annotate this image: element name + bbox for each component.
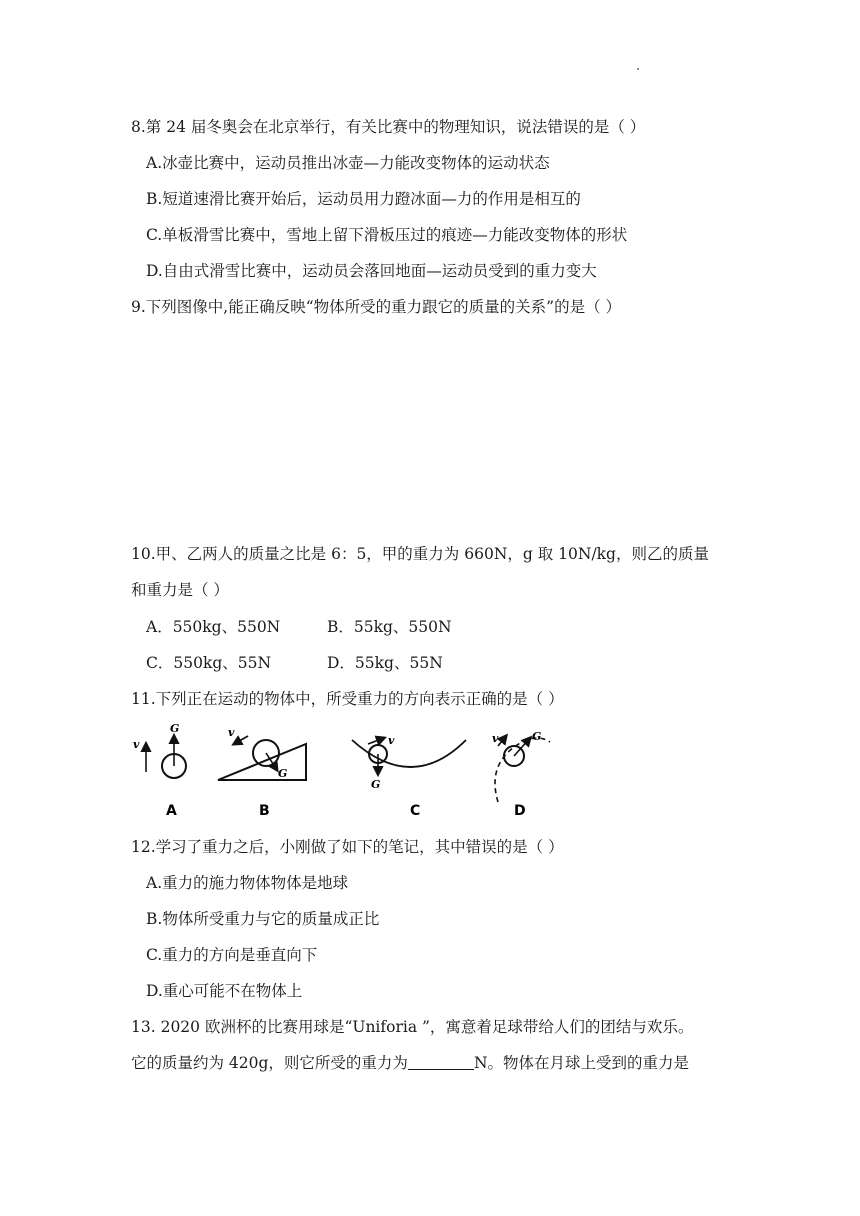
velocity-arrow-b bbox=[234, 736, 248, 744]
q10-stem-line2: 和重力是（ ） bbox=[131, 581, 229, 599]
q13-line1: 13. 2020 欧洲杯的比赛用球是“Uniforia ”，寓意着足球带给人们的团结与欢乐。 bbox=[131, 1018, 694, 1036]
q12-stem: 12.学习了重力之后，小刚做了如下的笔记，其中错误的是（ ） bbox=[131, 838, 564, 856]
q13-answer-blank bbox=[408, 1053, 474, 1070]
force-label-b: G bbox=[278, 767, 288, 780]
force-label-c: G bbox=[371, 778, 381, 791]
velocity-label-b: v bbox=[228, 726, 235, 739]
q8-option-a: A.冰壶比赛中，运动员推出冰壶—力能改变物体的运动状态 bbox=[146, 154, 550, 172]
q13-line2 bbox=[131, 1052, 689, 1074]
diagram-a bbox=[133, 722, 186, 818]
q10-option-c: C．550kg、55N bbox=[146, 654, 272, 672]
page-dot bbox=[637, 68, 639, 70]
q10-stem-line1: 10.甲、乙两人的质量之比是 6：5，甲的重力为 660N，g 取 10N/kg，则乙的质量 bbox=[131, 545, 709, 563]
q10-option-d: D．55kg、55N bbox=[327, 654, 443, 672]
force-label-d: G bbox=[532, 730, 542, 743]
q11-stem: 11.下列正在运动的物体中，所受重力的方向表示正确的是（ ） bbox=[131, 690, 564, 708]
velocity-arrow-c bbox=[368, 738, 384, 744]
q12-option-c: C.重力的方向是垂直向下 bbox=[146, 946, 318, 964]
incline-b bbox=[218, 744, 306, 780]
velocity-label-a: v bbox=[133, 738, 140, 751]
q8-option-d: D.自由式滑雪比赛中，运动员会落回地面—运动员受到的重力变大 bbox=[146, 262, 597, 280]
label-c: C bbox=[410, 803, 421, 818]
label-a: A bbox=[166, 803, 177, 818]
q10-option-a: A．550kg、550N bbox=[146, 618, 281, 636]
q12-option-d: D.重心可能不在物体上 bbox=[146, 982, 303, 1000]
diagram-b bbox=[218, 726, 306, 818]
q8-option-b: B.短道速滑比赛开始后，运动员用力蹬冰面—力的作用是相互的 bbox=[146, 190, 581, 208]
q9-stem: 9.下列图像中,能正确反映“物体所受的重力跟它的质量的关系”的是（ ） bbox=[131, 298, 621, 316]
q8-option-c: C.单板滑雪比赛中，雪地上留下滑板压过的痕迹—力能改变物体的形状 bbox=[146, 226, 628, 244]
velocity-label-c: v bbox=[388, 734, 395, 747]
velocity-label-d: v bbox=[492, 732, 499, 745]
label-d: D bbox=[514, 803, 526, 818]
velocity-arrow-d bbox=[498, 736, 506, 746]
q13-line2-part2: N。物体在月球上受到的重力是 bbox=[473, 1054, 690, 1072]
q10-option-b: B．55kg、550N bbox=[327, 618, 452, 636]
q13-line2-part1: 它的质量约为 420g，则它所受的重力为 bbox=[131, 1054, 408, 1072]
diagram-d bbox=[492, 730, 550, 818]
q8-stem: 8.第 24 届冬奥会在北京举行，有关比赛中的物理知识，说法错误的是（ ） bbox=[131, 118, 646, 136]
q11-force-diagram bbox=[130, 722, 560, 818]
diagram-c bbox=[352, 734, 466, 818]
q12-option-b: B.物体所受重力与它的质量成正比 bbox=[146, 910, 380, 928]
force-label-a: G bbox=[170, 722, 180, 735]
label-b: B bbox=[259, 803, 270, 818]
q12-option-a: A.重力的施力物体物体是地球 bbox=[146, 874, 349, 892]
